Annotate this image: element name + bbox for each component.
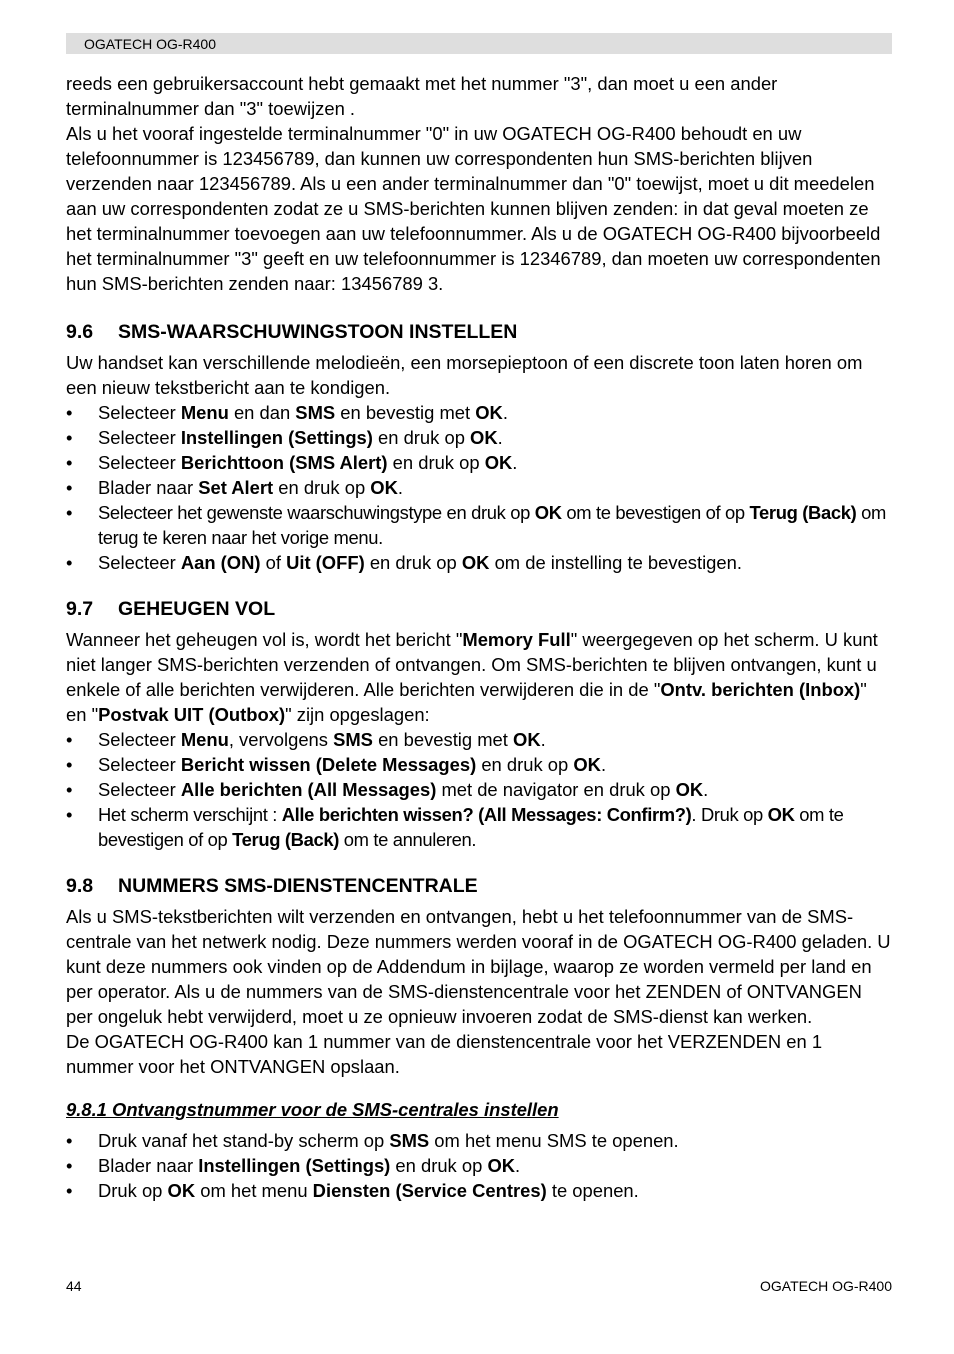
section-number: 9.8 [66, 875, 94, 897]
section-title: GEHEUGEN VOL [118, 598, 276, 620]
section-heading-9-6 [66, 320, 892, 345]
footer-title: OGATECH OG-R400 [760, 1278, 892, 1294]
subsection-heading-9-8-1: 9.8.1 Ontvangstnummer voor de SMS-centrales instellen [66, 1099, 559, 1120]
list-item: • Blader naar Instellingen (Settings) en druk op OK. [66, 1153, 892, 1178]
list-item: • Selecteer Aan (ON) of Uit (OFF) en druk op OK om de instelling te bevestigen. [66, 550, 892, 575]
section-intro: Uw handset kan verschillende melodieën, een morsepieptoon of een discrete toon laten horen om een nieuw tekstbericht aan te kondigen. [66, 352, 863, 398]
list-item: • Selecteer Alle berichten (All Messages) met de navigator en druk op OK. [66, 777, 892, 802]
section-heading-9-7 [66, 597, 892, 622]
section-paragraph-2: De OGATECH OG-R400 kan 1 nummer van de dienstencentrale voor het VERZENDEN en 1 nummer voor het ONTVANGEN opslaan. [66, 1031, 823, 1077]
running-header [66, 33, 892, 54]
section-paragraph-1: Als u SMS-tekstberichten wilt verzenden en ontvangen, hebt u het telefoonnummer van de SMS-centrale van het netwerk nodig. Deze nummers werden vooraf in de OGATECH OG-R400 geladen. U kunt deze nummers ook vinden op de Addendum in bijlage, waarop ze worden vermeld per land en per operator. Als u de nummers van de SMS-dienstencentrale voor het ZENDEN of ONTVANGEN per ongeluk hebt verwijderd, moet u ze opnieuw invoeren zodat de SMS-dienst kan werken. [66, 906, 891, 1027]
intro-paragraph-1: reeds een gebruikersaccount hebt gemaakt met het nummer "3", dan moet u een ander terminalnummer dan "3" toewijzen . [66, 73, 778, 119]
section-heading-9-8 [66, 874, 892, 899]
section-number: 9.7 [66, 598, 94, 620]
list-item: • Selecteer Menu, vervolgens SMS en bevestig met OK. [66, 727, 892, 752]
list-item: • Blader naar Set Alert en druk op OK. [66, 475, 892, 500]
list-item: • Het scherm verschijnt : Alle berichten wissen? (All Messages: Confirm?). Druk op OK om te bevestigen of op Terug (Back) om te annuleren. [66, 802, 892, 852]
section-intro: Wanneer het geheugen vol is, wordt het bericht "Memory Full" weergegeven op het scherm. U kunt niet langer SMS-berichten verzenden of ontvangen. Om SMS-berichten te blijven ontvangen, kunt u enkele of alle berichten verwijderen. Alle berichten verwijderen die in de "Ontv. berichten (Inbox)" en "Postvak UIT (Outbox)" zijn opgeslagen: [66, 629, 878, 725]
steps-list-9-6 [66, 400, 892, 575]
list-item: • Druk op OK om het menu Diensten (Service Centres) te openen. [66, 1178, 892, 1203]
list-item: • Selecteer Berichttoon (SMS Alert) en druk op OK. [66, 450, 892, 475]
page-content [66, 71, 892, 1203]
list-item: • Selecteer Menu en dan SMS en bevestig met OK. [66, 400, 892, 425]
section-title: SMS-WAARSCHUWINGSTOON INSTELLEN [118, 321, 518, 343]
intro-paragraph-2: Als u het vooraf ingestelde terminalnummer "0" in uw OGATECH OG-R400 behoudt en uw telefoonnummer is 123456789, dan kunnen uw correspondenten hun SMS-berichten blijven verzenden naar 123456789. Als u een ander terminalnummer dan "0" toewijst, moet u dit meedelen aan uw correspondenten zodat ze u SMS-berichten kunnen blijven zenden: in dat geval moeten ze het terminalnummer toevoegen aan uw telefoonnummer. Als u de OGATECH OG-R400 bijvoorbeeld het terminalnummer "3" geeft en uw telefoonnummer is 12346789, dan moeten uw correspondenten hun SMS-berichten zenden naar: 13456789 3. [66, 123, 881, 294]
steps-list-9-7 [66, 727, 892, 852]
page-number: 44 [66, 1278, 82, 1294]
list-item: • Selecteer Instellingen (Settings) en druk op OK. [66, 425, 892, 450]
list-item: • Druk vanaf het stand-by scherm op SMS om het menu SMS te openen. [66, 1128, 892, 1153]
steps-list-9-8-1 [66, 1128, 892, 1203]
list-item: • Selecteer het gewenste waarschuwingstype en druk op OK om te bevestigen of op Terug (Back) om terug te keren naar het vorige menu. [66, 500, 892, 550]
list-item: • Selecteer Bericht wissen (Delete Messages) en druk op OK. [66, 752, 892, 777]
header-title: OGATECH OG-R400 [84, 36, 216, 52]
section-number: 9.6 [66, 321, 94, 343]
section-title: NUMMERS SMS-DIENSTENCENTRALE [118, 875, 478, 897]
